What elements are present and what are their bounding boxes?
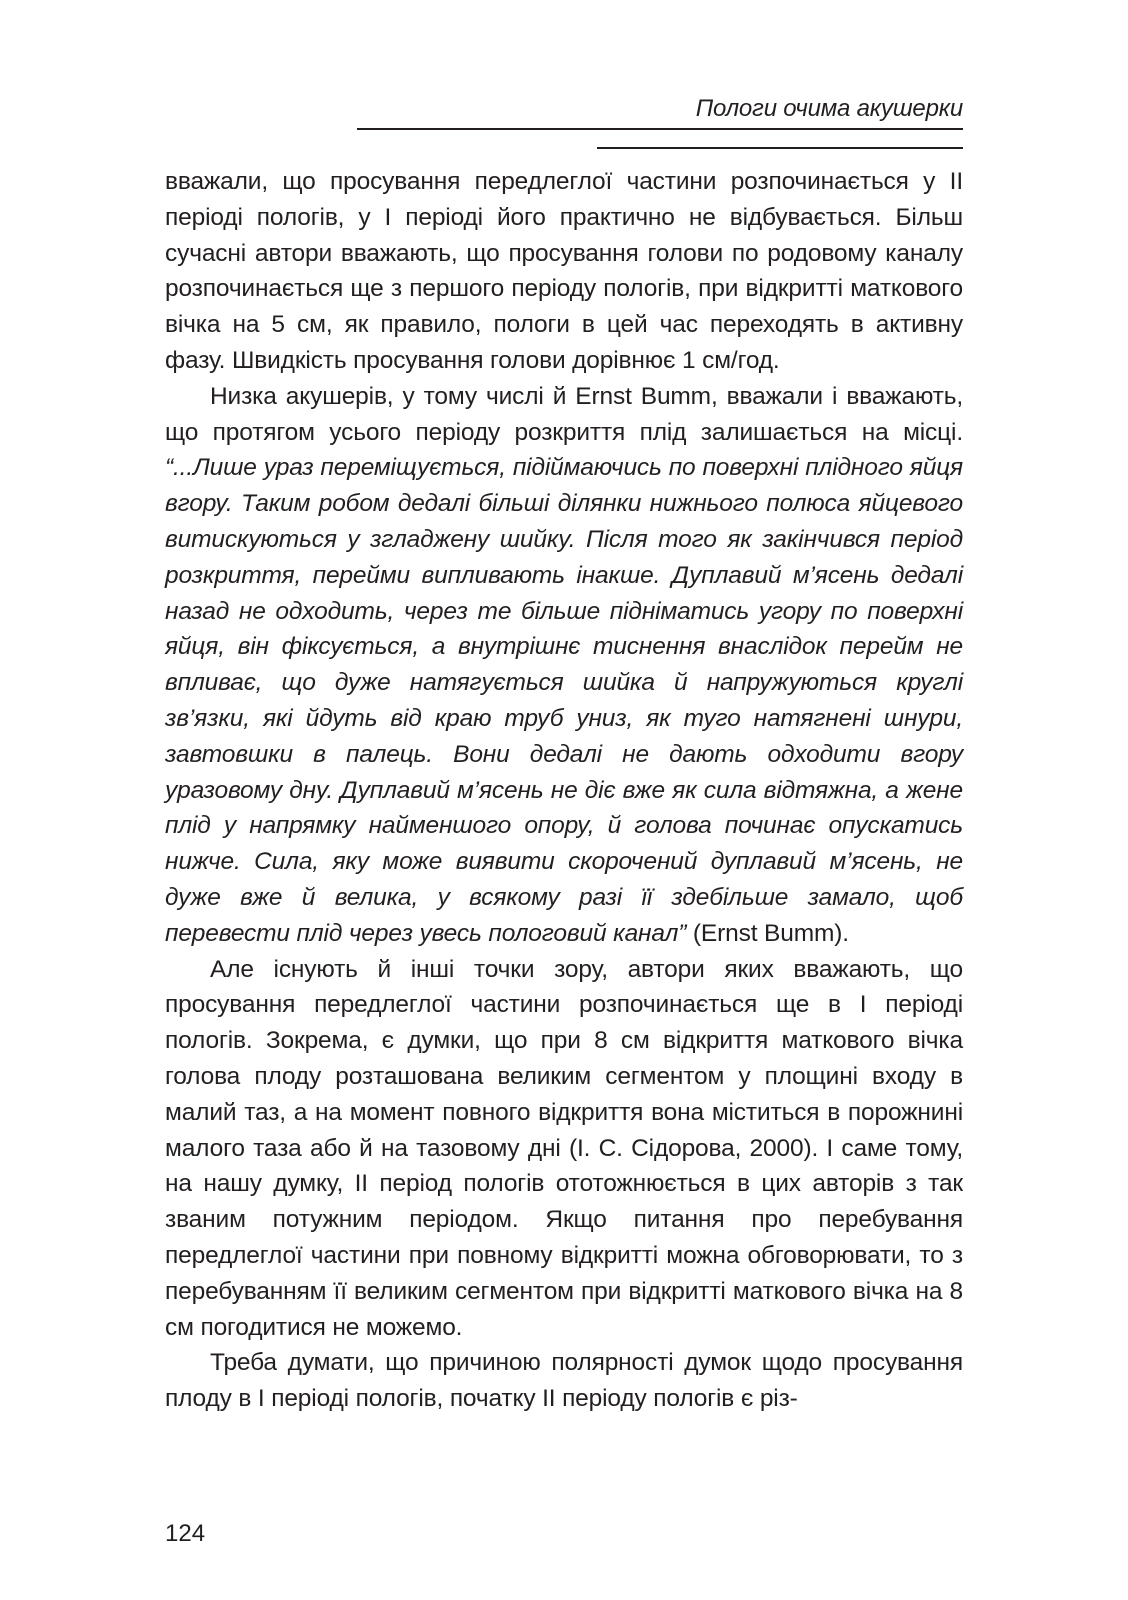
paragraph-1: вважали, що просування передлеглої частини розпочинається у II періоді пологів, у I періоді його практично не відбувається. Більш сучасні автори вважають, що просування голови по родовому каналу розпочинається ще з першого періоду пологів, при відкритті маткового вічка на 5 см, як правило, пологи в цей час переходять в активну фазу. Швидкість просування голови дорівнює 1 см/год. [165,168,963,374]
paragraph-2-lead: Низка акушерів, у тому числі й Ernst Bumm, вважали і вважають, що протягом усього періоду розкриття плід залишається на місці. [165,382,963,446]
paragraph-4: Треба думати, що причиною полярності думок щодо просування плоду в I періоді пологів, початку II періоду пологів є різ- [165,1349,963,1413]
paragraph-2 [165,379,963,952]
paragraph-3: Але існують й інші точки зору, автори яких вважають, що просування передлеглої частини розпочинається ще в I періоді пологів. Зокрема, є думки, що при 8 см відкриття маткового вічка голова плоду розташована великим сегментом у площині входу в малий таз, а на момент повного відкриття вона міститься в порожнині малого таза або й на тазовому дні (І. С. Сідорова, 2000). І саме тому, на нашу думку, II період пологів ототожнюється в цих авторів з так званим потужним періодом. Якщо питання про перебування передлеглої частини при повному відкритті можна обговорювати, то з перебуванням її великим сегментом при відкритті маткового вічка на 8 см погодитися не можемо. [165,955,963,1341]
header-rule-bottom [597,147,963,149]
bumm-quotation: “...Лише ураз переміщується, підіймаючись по поверхні плідного яйця вгору. Таким робом дедалі більші ділянки нижнього полюса яйцевого витискуються у згладжену шийку. Після того як закінчився період розкриття, перейми випливають інакше. Дуплавий м’ясень дедалі назад не одходить, через те більше підніматись угору по поверхні яйця, він фіксується, а внутрішнє тиснення внаслідок перейм не впливає, що дуже натягується шийка й напружуються круглі зв’язки, які йдуть від краю труб униз, як туго натягнені шнури, завтовшки в палець. Вони дедалі не дають одходити вгору уразовому дну. Дуплавий м’ясень не діє вже як сила відтяжна, а жене плід у напрямку найменшого опору, й голова починає опускатись нижче. Сила, яку може виявити скорочений дуплавий м’ясень, не дуже вже й велика, у всякому разі її здебільше замало, щоб перевести плід через увесь пологовий канал” [165,454,963,947]
running-header-title: Пологи очима акушерки [695,95,963,122]
page-body [165,164,963,1417]
header-rule-top [357,128,963,130]
page-number: 124 [165,1520,206,1547]
paragraph-2-citation: (Ernst Bumm). [686,919,849,947]
